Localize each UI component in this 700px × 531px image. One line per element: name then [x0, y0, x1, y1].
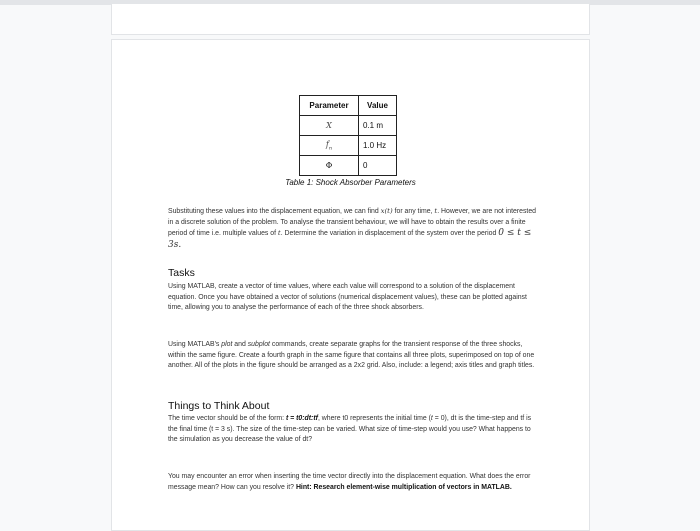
- table-header-parameter: Parameter: [300, 96, 359, 116]
- math-range: 0 ≤ t ≤ 3s.: [168, 228, 532, 250]
- math-t: t: [277, 229, 281, 238]
- para-text: The time vector should be of the form:: [168, 415, 286, 422]
- para-text: for any time,: [392, 208, 435, 215]
- hint-text: Hint: Research element-wise multiplication of vectors in MATLAB.: [295, 483, 512, 491]
- table-header-value: Value: [359, 96, 397, 116]
- code-plot: plot: [221, 341, 233, 348]
- para-text: and: [232, 341, 248, 348]
- paragraph-think-1: [168, 414, 536, 446]
- table-caption: Table 1: Shock Absorber Parameters: [285, 178, 416, 187]
- table-header-row: [300, 96, 397, 116]
- code-subplot: subplot: [247, 341, 270, 348]
- para-text: . However, we are not interested in a discrete solution of the problem. To analyse the transient behaviour, we will have to obtain the results over a finite period of time i.e. multiple values of: [168, 208, 537, 238]
- param-value: 1.0 Hz: [359, 136, 397, 156]
- paragraph-think-2: [168, 472, 536, 493]
- para-text: commands, create separate graphs for the transient response of the three shocks, within the same figure. Create a fourth graph in the same figure that contains all three plots, superimposed on top of one another. All of the plots in the figure should be arranged as a 2x2 grid. Also, include: a legend; axis titles and graph titles.: [168, 341, 535, 370]
- table-row: [300, 116, 397, 136]
- param-symbol-x: X: [300, 116, 359, 136]
- heading-things-to-think: Things to Think About: [168, 400, 270, 412]
- param-value: 0: [359, 156, 397, 176]
- table-row: [300, 136, 397, 156]
- para-text: Using MATLAB's: [168, 341, 222, 348]
- param-symbol-phi: Φ: [300, 156, 359, 176]
- paragraph-tasks-1: Using MATLAB, create a vector of time values, where each value will correspond to a solution of the displacement equation. Once you have obtained a vector of solutions (numerical displacement values), these can be plotted against time, allowing you to analyse the performance of each of the three shock absorbers.: [168, 283, 527, 312]
- paragraph-substitution: [168, 206, 536, 251]
- document-page: [111, 39, 590, 531]
- para-text: , where t0 represents the initial time (: [317, 415, 431, 422]
- param-symbol-fn: $f_n$: [300, 136, 359, 156]
- heading-tasks: Tasks: [168, 267, 195, 279]
- para-text: You may encounter an error when inserting the time vector directly into the displacement equation. What does the error message mean? How can you resolve it?: [168, 473, 531, 491]
- para-text: = 0), dt is the time-step and tf is the final time (t = 3 s). The size of the time-step can be varied. What size of time-step would you use? What happens to the simulation as you decrease the value of dt?: [168, 415, 532, 444]
- math-t: t: [430, 415, 433, 422]
- table-row: [300, 156, 397, 176]
- paragraph-tasks-2: [168, 340, 536, 372]
- math-t: t: [434, 207, 438, 215]
- para-text: . Determine the variation in displacement of the system over the period: [280, 230, 499, 238]
- param-value: 0.1 m: [359, 116, 397, 136]
- para-text: Substituting these values into the displacement equation, we can find: [168, 208, 381, 215]
- previous-page: [111, 4, 590, 35]
- math-x-of-t: x(t): [380, 207, 393, 215]
- time-vector-form: t = t0:dt:tf: [285, 415, 318, 422]
- parameter-table: [299, 95, 397, 176]
